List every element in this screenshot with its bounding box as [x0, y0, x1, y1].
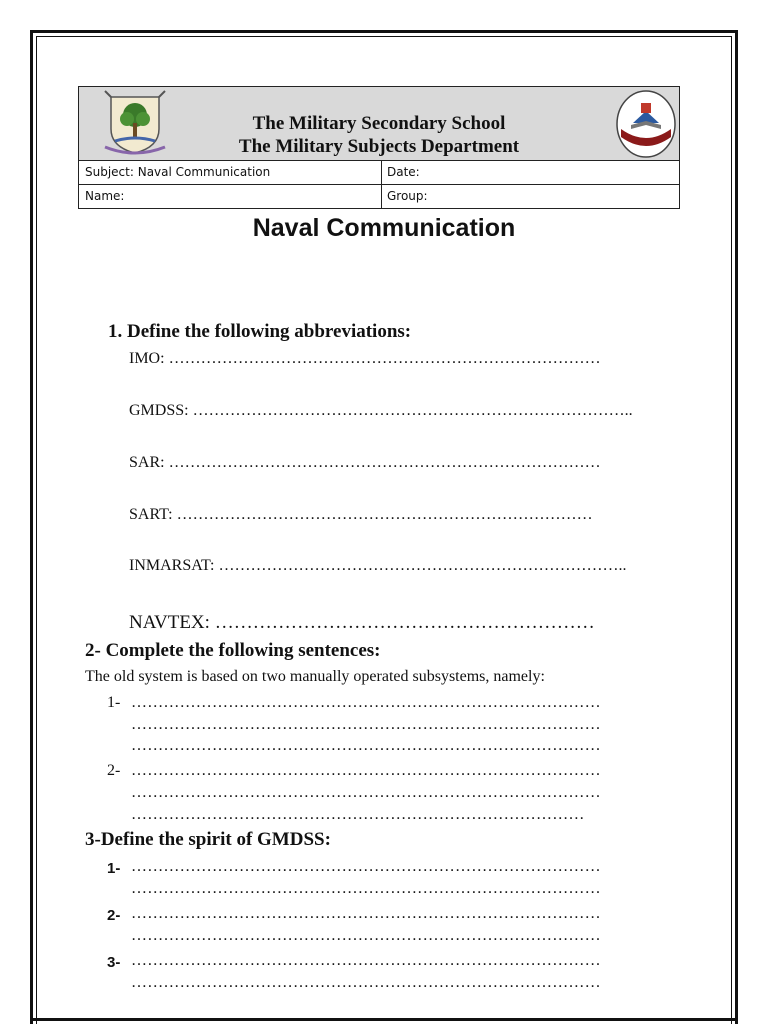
answer-dots: ……………………………………………………………………: [176, 506, 593, 523]
page-border-bottom: [30, 1018, 738, 1021]
item-number: 1-: [107, 860, 121, 877]
abbrev-label: INMARSAT:: [129, 557, 219, 574]
answer-dots: ………………………………………………………………………: [168, 350, 601, 367]
item-number: 3-: [107, 954, 121, 971]
abbrev-label: NAVTEX:: [129, 612, 215, 633]
table-divider: [381, 185, 382, 208]
abbrev-sart: [129, 506, 677, 524]
table-divider: [381, 161, 382, 184]
department-name: The Military Subjects Department: [238, 136, 520, 157]
section2-intro: The old system is based on two manually operated subsystems, namely:: [85, 668, 545, 685]
school-name: The Military Secondary School: [252, 113, 506, 134]
item-number: 1-: [107, 694, 121, 711]
abbrev-label: IMO:: [129, 350, 169, 367]
answer-line: ……………………………………………………………………………: [131, 880, 601, 897]
header-row-name: [79, 185, 679, 208]
item-number: 2-: [107, 762, 121, 779]
answer-line: ……………………………………………………………………………: [131, 858, 601, 875]
answer-line: ……………………………………………………………………………: [131, 737, 601, 754]
answer-line: ……………………………………………………………………………: [131, 927, 601, 944]
school-crest-logo: [101, 89, 169, 157]
abbrev-sar: [129, 454, 677, 472]
item-number: 2-: [107, 907, 121, 924]
answer-line: …………………………………………………………………………: [131, 806, 585, 823]
header-table: [78, 86, 680, 209]
name-field: Name:: [85, 189, 125, 203]
answer-line: ……………………………………………………………………………: [131, 694, 601, 711]
subject-field: Subject: Naval Communication: [85, 165, 271, 179]
answer-dots: ………………………………………………………………………..: [192, 402, 633, 419]
date-field: Date:: [387, 165, 420, 179]
abbrev-imo: [129, 350, 677, 368]
abbrev-gmdss: [129, 402, 677, 420]
abbrev-inmarsat: [129, 557, 677, 575]
abbrev-label: SART:: [129, 506, 177, 523]
answer-line: ……………………………………………………………………………: [131, 784, 601, 801]
answer-dots: …………………………………………………………………..: [218, 557, 627, 574]
header-row-subject: [79, 161, 679, 185]
header-banner: [79, 87, 679, 161]
answer-line: ……………………………………………………………………………: [131, 905, 601, 922]
abbrev-label: SAR:: [129, 454, 169, 471]
abbrev-label: GMDSS:: [129, 402, 193, 419]
worksheet-title: Naval Communication: [252, 214, 516, 242]
department-emblem-logo: [615, 89, 677, 159]
svg-text:—: —: [643, 145, 649, 151]
answer-dots: ……………………………………………………: [214, 612, 595, 633]
answer-dots: ………………………………………………………………………: [168, 454, 601, 471]
answer-line: ……………………………………………………………………………: [131, 974, 601, 991]
section3-heading: 3-Define the spirit of GMDSS:: [85, 829, 331, 850]
section2-heading: 2- Complete the following sentences:: [85, 640, 381, 661]
answer-line: ……………………………………………………………………………: [131, 716, 601, 733]
answer-line: ……………………………………………………………………………: [131, 952, 601, 969]
answer-line: ……………………………………………………………………………: [131, 762, 601, 779]
section1-heading: 1. Define the following abbreviations:: [108, 321, 412, 342]
group-field: Group:: [387, 189, 428, 203]
abbrev-navtex: [129, 612, 677, 634]
